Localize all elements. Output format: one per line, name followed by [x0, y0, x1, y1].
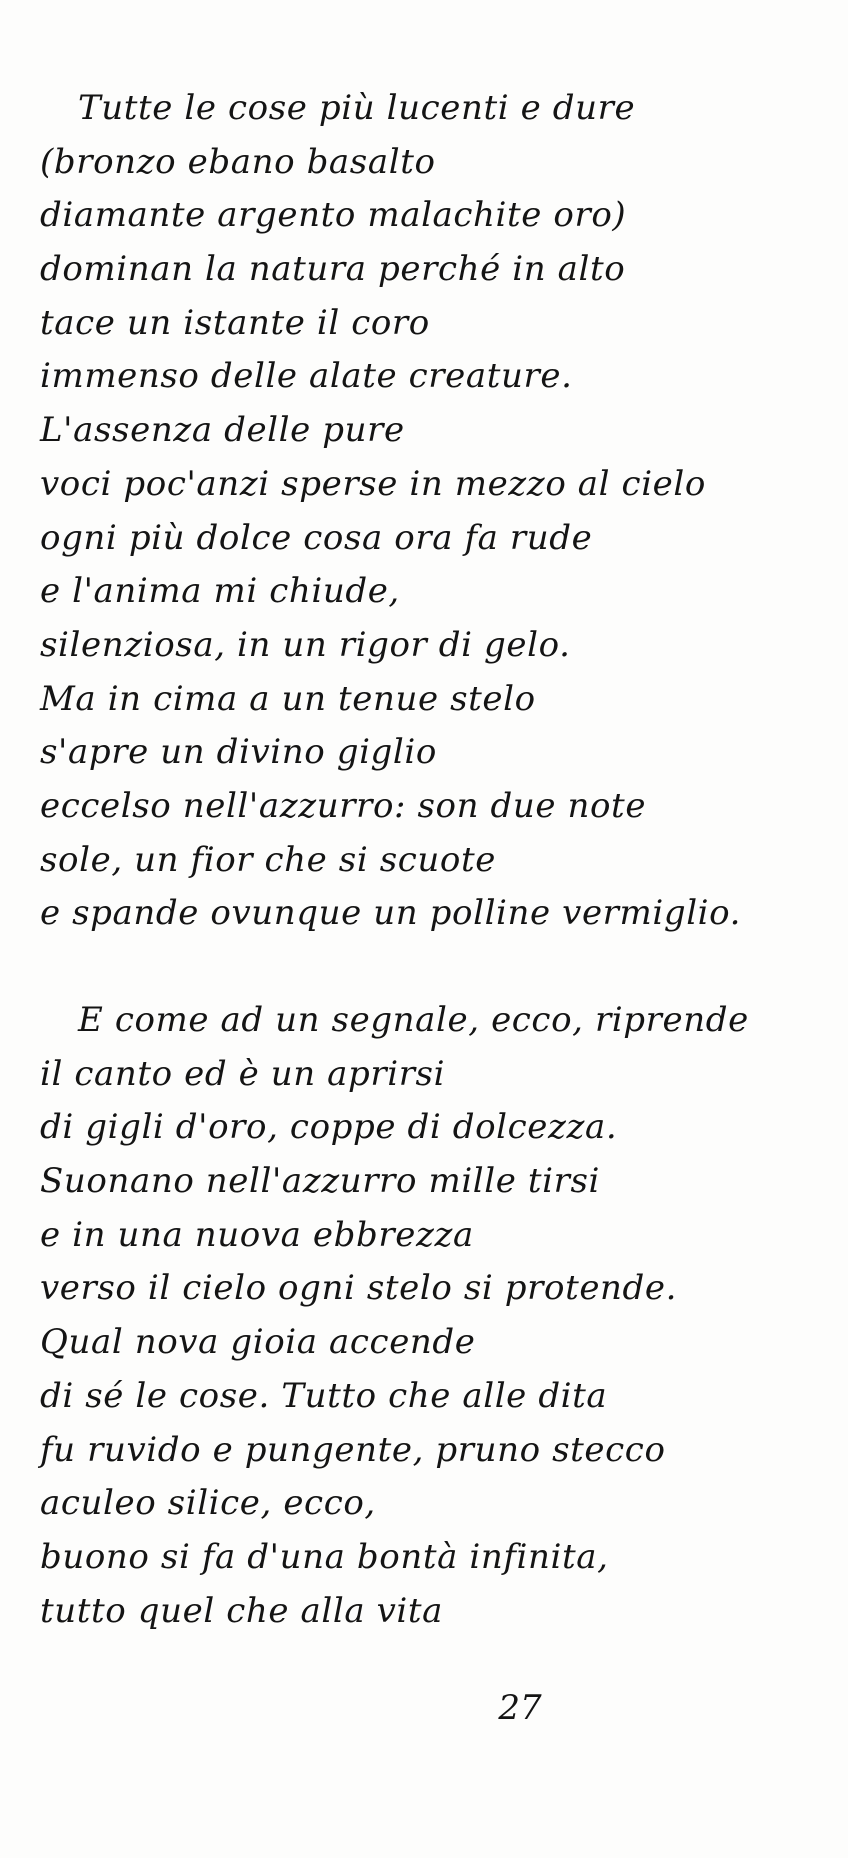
verse-line: fu ruvido e pungente, pruno stecco — [40, 1429, 666, 1470]
verse-line: e in una nuova ebbrezza — [40, 1214, 474, 1255]
verse-line: diamante argento malachite oro) — [40, 195, 627, 236]
verse-line: sole, un fior che si scuote — [40, 839, 496, 880]
verse-line: immenso delle alate creature. — [40, 356, 573, 397]
verse-line: di sé le cose. Tutto che alle dita — [40, 1375, 608, 1416]
verse-line: tutto quel che alla vita — [40, 1590, 444, 1631]
verse-line: Qual nova gioia accende — [40, 1322, 476, 1363]
verse-line: Suonano nell'azzurro mille tirsi — [40, 1161, 600, 1202]
verse-line: e l'anima mi chiude, — [40, 571, 400, 612]
verse-line: Tutte le cose più lucenti e dure — [78, 88, 636, 128]
verse-line: di gigli d'oro, coppe di dolcezza. — [40, 1107, 618, 1148]
verse-line: tace un istante il coro — [40, 302, 430, 343]
verse-line: L'assenza delle pure — [40, 410, 405, 451]
page-number: 27 — [498, 1688, 542, 1728]
verse-line: voci poc'anzi sperse in mezzo al cielo — [40, 463, 706, 504]
verse-line: il canto ed è un aprirsi — [40, 1053, 446, 1094]
verse-line: E come ad un segnale, ecco, riprende — [78, 1000, 749, 1040]
verse-line: s'apre un divino giglio — [40, 732, 437, 773]
stanza-1 — [40, 82, 830, 941]
verse-line: silenziosa, in un rigor di gelo. — [40, 624, 571, 665]
verse-line: eccelso nell'azzurro: son due note — [40, 785, 647, 826]
verse-line: e spande ovunque un polline vermiglio. — [40, 893, 742, 934]
stanza-2 — [40, 994, 830, 1638]
verse-line: ogni più dolce cosa ora fa rude — [40, 517, 593, 558]
verse-line: aculeo silice, ecco, — [40, 1483, 376, 1524]
verse-line: Ma in cima a un tenue stelo — [40, 678, 536, 719]
verse-line: verso il cielo ogni stelo si protende. — [40, 1268, 678, 1309]
verse-line: (bronzo ebano basalto — [40, 141, 436, 182]
verse-line: dominan la natura perché in alto — [40, 249, 626, 290]
verse-line: buono si fa d'una bontà infinita, — [40, 1536, 609, 1577]
